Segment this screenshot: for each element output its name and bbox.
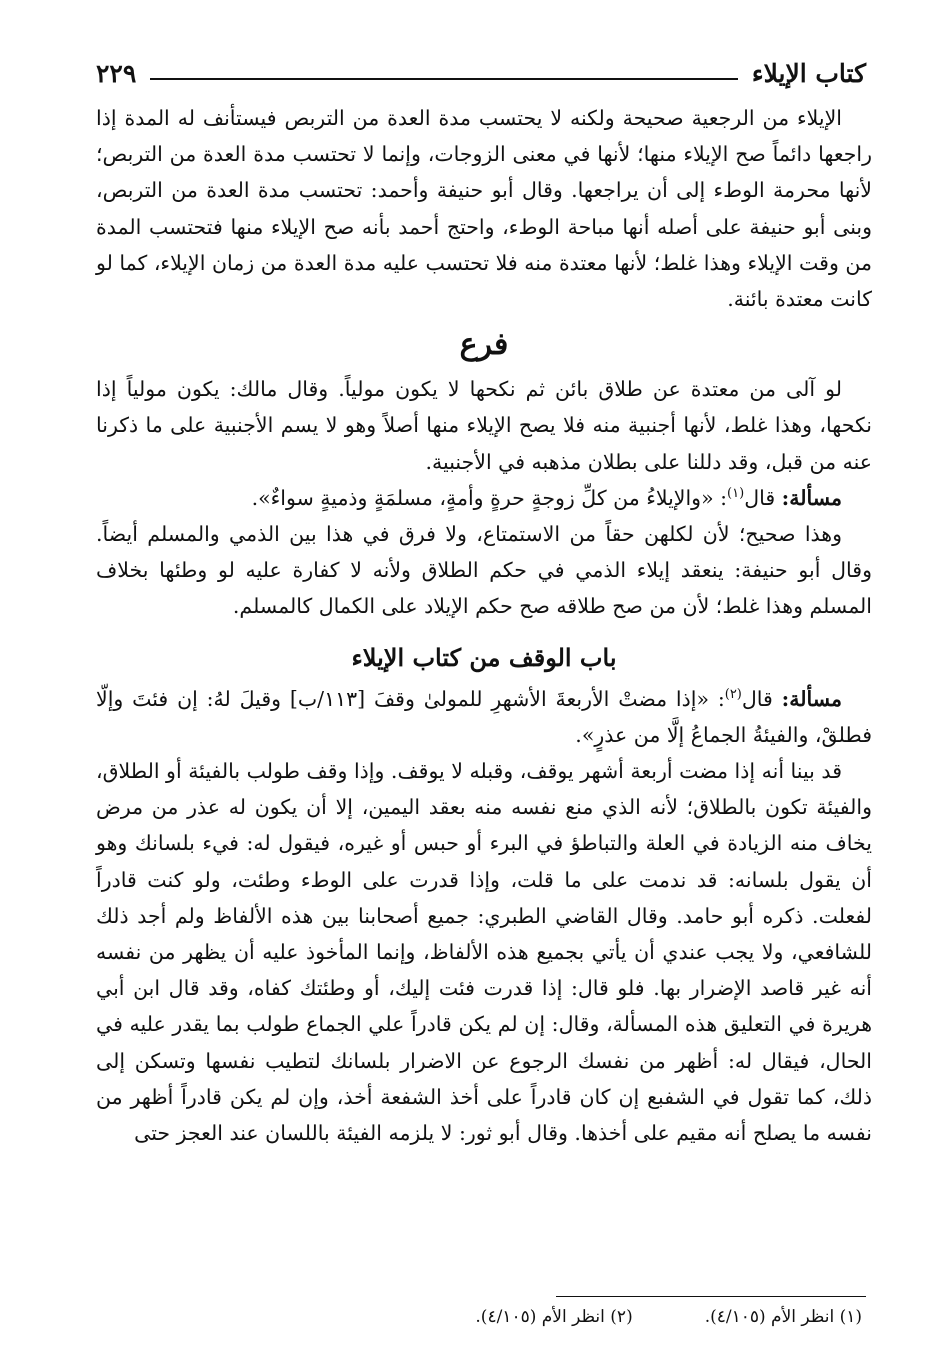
masala-qal: قال: [741, 686, 773, 711]
masala-1: [96, 480, 872, 516]
paragraph-2: لو آلى من معتدة عن طلاق بائن ثم نكحها لا يكون مولياً. وقال مالك: يكون مولياً إذا نكحها، وهذا غلط، لأنها أجنبية منه فلا يصح الإيلاء منها أصلاً وهو لا يسم الأجنبية على ما ذكرنا عنه من قبل، وقد دللنا على بطلان مذهبه في الأجنبية.: [96, 377, 872, 474]
footnote-rule: [556, 1296, 866, 1297]
running-title: كتاب الإيلاء: [751, 59, 866, 88]
paragraph-1: الإيلاء من الرجعية صحيحة ولكنه لا يحتسب مدة العدة من التربص فيستأنف له المدة إذا راجعها دائماً صح الإيلاء منها؛ لأنها في معنى الزوجات، وإنما لا تحتسب مدة العدة من التربص؛ لأنها محرمة الوطء إلى أن يراجعها. وقال أبو حنيفة وأحمد: تحتسب مدة العدة من التربص، وبنى أبو حنيفة على أصله أنها مباحة الوطء، واحتج أحمد بأنه صح الإيلاء منها فتحتسب المدة من وقت الإيلاء وهذا غلط؛ لأنها معتدة منه فلا تحتسب عليه مدة العدة من زمان الإيلاء، كما لو كانت معتدة بائنة.: [96, 106, 872, 312]
masala-quote: : «والإيلاءُ من كلِّ زوجةٍ حرةٍ وأمةٍ، مسلمَةٍ وذميةٍ سواءٌ».: [251, 485, 728, 510]
masala-qal: قال: [744, 485, 776, 510]
chapter-heading: باب الوقف من كتاب الإيلاء: [351, 642, 617, 672]
masala-quote: : «إذا مضتْ الأربعةَ الأشهرِ للمولىٰ وقفَ [١١٣/ب] وقيلَ لهُ: إن فئتَ وإلّا فطلقْ، والفيئةُ الجماعُ إلَّا من عذرٍ».: [96, 686, 872, 747]
footnote-2: (٢) انظر الأم (٤/١٠٥).: [475, 1307, 633, 1327]
masala-label: مسألة:: [781, 485, 842, 510]
footnote-1: (١) انظر الأم (٤/١٠٥).: [704, 1307, 862, 1327]
masala-2: [96, 681, 872, 753]
masala-label: مسألة:: [781, 686, 842, 711]
body-text: [96, 100, 872, 1151]
page-header: [96, 52, 866, 92]
footnotes: [220, 1302, 862, 1332]
footnote-ref-2: (٢): [724, 686, 742, 702]
paragraph-3: وهذا صحيح؛ لأن لكلهن حقاً من الاستمتاع، ولا فرق في هذا بين الذمي والمسلم أيضاً. وقال أبو حنيفة: ينعقد إيلاء الذمي في حكم الطلاق ولأنه لا كفارة عليه لو وطئها بخلاف المسلم وهذا غلط؛ لأن من صح طلاقه صح حكم الإيلاد على الكمال كالمسلم.: [96, 522, 872, 619]
page-number: ٢٢٩: [96, 59, 137, 88]
paragraph-4: قد بينا أنه إذا مضت أربعة أشهر يوقف، وقبله لا يوقف. وإذا وقف طولب بالفيئة أو الطلاق، والفيئة تكون بالطلاق؛ لأنه الذي منع نفسه منه بعقد اليمين، إلا أن يكون له عذر من مرض يخاف منه الزيادة في العلة والتباطؤ في البرء أو حبس أو غيره، فيقول له: فيء بلسانك وهو أن يقول بلسانه: قد ندمت على ما قلت، وإذا قدرت على الوطء وطئت، ولو كنت قادراً لفعلت. ذكره أبو حامد. وقال القاضي الطبري: جميع أصحابنا بين هذه الألفاظ ولم أجد ذلك للشافعي، ولا يجب عندي أن يأتي بجميع هذه الألفاظ، وإنما المأخوذ عليه أن يظهر من نفسه أنه غير قاصد الإضرار بها. فلو قال: إذا قدرت فئت إليك، أو وطئتك كفاه، وقد قال ابن أبي هريرة في التعليق هذه المسألة، وقال: إن لم يكن قادراً علي الجماع طولب بما يقدر عليه في الحال، فيقال له: أظهر من نفسك الرجوع عن الاضرار بلسانك لتطيب نفسها وتسكن إلى ذلك، كما تقول في الشفبع إن كان قادراً على أخذ الشفعة أخذ، وإن لم يكن قادراً أظهر من نفسه ما يصلح أنه مقيم على أخذها. وقال أبو ثور: لا يلزمه الفيئة باللسان عند العجز حتى: [96, 759, 872, 1146]
header-rule: [150, 78, 738, 80]
footnote-ref-1: (١): [727, 486, 745, 501]
section-heading-far: فرع: [459, 327, 509, 363]
